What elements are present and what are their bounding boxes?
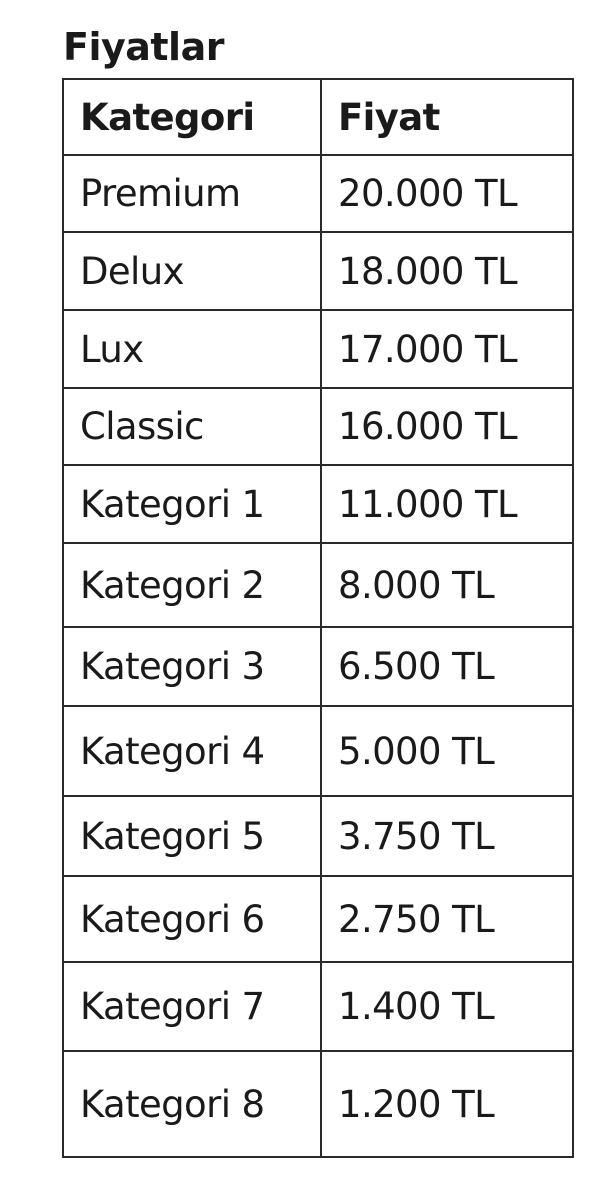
price-cell: 20.000 TL xyxy=(321,155,573,232)
price-cell: 17.000 TL xyxy=(321,310,573,388)
table-row xyxy=(63,796,573,876)
price-cell: 6.500 TL xyxy=(321,627,573,706)
price-cell: 8.000 TL xyxy=(321,543,573,627)
price-cell: 18.000 TL xyxy=(321,232,573,310)
category-cell: Delux xyxy=(63,232,321,310)
table-row xyxy=(63,1051,573,1157)
category-cell: Kategori 7 xyxy=(63,962,321,1051)
category-cell: Kategori 8 xyxy=(63,1051,321,1157)
table-row xyxy=(63,155,573,232)
category-cell: Kategori 2 xyxy=(63,543,321,627)
table-row xyxy=(63,388,573,465)
column-header-category: Kategori xyxy=(63,79,321,155)
category-cell: Premium xyxy=(63,155,321,232)
price-table xyxy=(62,78,574,1158)
price-cell: 5.000 TL xyxy=(321,706,573,796)
category-cell: Kategori 3 xyxy=(63,627,321,706)
category-cell: Kategori 5 xyxy=(63,796,321,876)
category-cell: Kategori 4 xyxy=(63,706,321,796)
table-row xyxy=(63,232,573,310)
table-row xyxy=(63,465,573,543)
category-cell: Lux xyxy=(63,310,321,388)
price-cell: 2.750 TL xyxy=(321,876,573,962)
price-cell: 1.200 TL xyxy=(321,1051,573,1157)
price-cell: 3.750 TL xyxy=(321,796,573,876)
category-cell: Classic xyxy=(63,388,321,465)
table-row xyxy=(63,543,573,627)
category-cell: Kategori 6 xyxy=(63,876,321,962)
category-cell: Kategori 1 xyxy=(63,465,321,543)
column-header-price: Fiyat xyxy=(321,79,573,155)
page-title: Fiyatlar xyxy=(63,25,224,69)
table-row xyxy=(63,876,573,962)
price-cell: 16.000 TL xyxy=(321,388,573,465)
table-row xyxy=(63,962,573,1051)
table-header-row xyxy=(63,79,573,155)
table-row xyxy=(63,310,573,388)
price-cell: 11.000 TL xyxy=(321,465,573,543)
table-row xyxy=(63,627,573,706)
table-row xyxy=(63,706,573,796)
price-cell: 1.400 TL xyxy=(321,962,573,1051)
